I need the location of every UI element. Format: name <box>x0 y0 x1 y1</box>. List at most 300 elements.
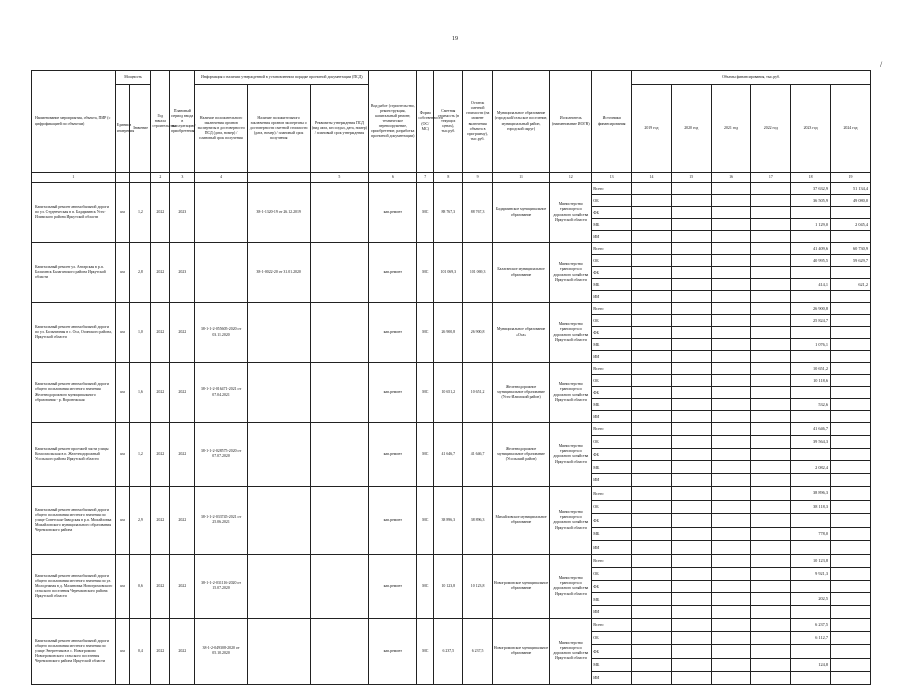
capacity-value: 1,2 <box>130 423 151 487</box>
funding-source-label: МБ <box>592 219 632 231</box>
ownership-form: МС <box>417 303 434 363</box>
approval-cell <box>310 554 369 618</box>
work-type: кап.ремонт <box>369 618 417 684</box>
unit-cell: км <box>115 363 130 423</box>
funding-value <box>711 514 751 528</box>
remaining-cost: 41 646,7 <box>463 423 492 487</box>
funding-value <box>831 303 871 315</box>
work-type: кап.ремонт <box>369 423 417 487</box>
funding-value <box>632 435 672 448</box>
funding-value: 40 995,5 <box>791 255 831 267</box>
funding-value <box>711 183 751 195</box>
expertise-cell: 38-1-1-2-055605-2020 от 03.11.2020 <box>195 303 247 363</box>
funding-value <box>632 231 672 243</box>
funding-value: 9 921,3 <box>791 567 831 580</box>
funding-value <box>671 448 711 461</box>
executor-cell: Министерство транспорта и дорожного хозяйства Иркутской области <box>550 303 592 363</box>
funding-value: 49 080,0 <box>831 195 871 207</box>
funding-value <box>831 423 871 436</box>
funding-value <box>632 327 672 339</box>
municipality-cell: Новогромовское муниципальное образование <box>492 618 550 684</box>
year-start: 2022 <box>151 486 170 554</box>
funding-value <box>751 327 791 339</box>
funding-value <box>791 541 831 555</box>
funding-value <box>671 423 711 436</box>
object-name: Капитальный ремонт проезжей части улицы Комсомольская в п. Железнодорожный Усольского района Иркутской области <box>32 423 116 487</box>
estimate-expertise-cell: 38-1-0022-20 от 31.01.2020 <box>247 243 310 303</box>
funding-source-label: Всего <box>592 243 632 255</box>
year-end: 2022 <box>170 618 195 684</box>
table-row <box>32 486 871 500</box>
funding-value <box>711 606 751 619</box>
funding-value <box>751 423 791 436</box>
funding-value <box>751 618 791 631</box>
funding-value <box>632 219 672 231</box>
funding-source-label: МБ <box>592 593 632 606</box>
funding-value <box>632 632 672 645</box>
funding-value <box>751 411 791 423</box>
funding-value <box>632 606 672 619</box>
funding-value <box>671 632 711 645</box>
funding-source-label: Всего <box>592 363 632 375</box>
funding-value <box>751 645 791 658</box>
column-number: 14 <box>632 173 672 183</box>
funding-value <box>671 219 711 231</box>
funding-value: 621,2 <box>831 279 871 291</box>
funding-value <box>632 363 672 375</box>
funding-value <box>831 527 871 541</box>
executor-cell: Министерство транспорта и дорожного хозяйства Иркутской области <box>550 486 592 554</box>
funding-value <box>711 399 751 411</box>
expertise-cell <box>195 183 247 243</box>
column-number: 5 <box>310 173 369 183</box>
funding-value <box>751 339 791 351</box>
work-type: кап.ремонт <box>369 486 417 554</box>
funding-value <box>831 435 871 448</box>
funding-value <box>711 618 751 631</box>
header-year-2022: 2022 год <box>751 85 791 173</box>
estimate-expertise-cell <box>247 618 310 684</box>
funding-value <box>671 671 711 684</box>
funding-value <box>831 448 871 461</box>
funding-value: 2 045,4 <box>831 219 871 231</box>
funding-value <box>671 474 711 487</box>
funding-value <box>791 474 831 487</box>
funding-value <box>671 593 711 606</box>
funding-value <box>671 541 711 555</box>
funding-value <box>671 279 711 291</box>
funding-value <box>671 411 711 423</box>
funding-value <box>751 514 791 528</box>
funding-value <box>791 291 831 303</box>
funding-value <box>791 267 831 279</box>
funding-value <box>711 541 751 555</box>
year-end: 2023 <box>170 243 195 303</box>
year-end: 2022 <box>170 303 195 363</box>
remaining-cost: 10 651,2 <box>463 363 492 423</box>
funding-value <box>671 514 711 528</box>
funding-value <box>671 243 711 255</box>
funding-value <box>791 645 831 658</box>
funding-value <box>711 632 751 645</box>
ownership-form: МС <box>417 554 434 618</box>
funding-value <box>791 514 831 528</box>
approval-cell <box>310 303 369 363</box>
municipality-cell: Муниципальное образование «Оса» <box>492 303 550 363</box>
funding-value <box>632 279 672 291</box>
funding-value <box>831 363 871 375</box>
funding-value <box>632 351 672 363</box>
funding-value <box>751 399 791 411</box>
funding-source-label: ИИ <box>592 474 632 487</box>
header-year-2019: 2019 год <box>632 85 672 173</box>
funding-value <box>751 291 791 303</box>
funding-value <box>671 387 711 399</box>
municipality-cell: Железнодорожное муниципальное образование (Усть-Илимский район) <box>492 363 550 423</box>
column-number <box>130 173 151 183</box>
remaining-cost: 26 900,8 <box>463 303 492 363</box>
funding-value <box>671 435 711 448</box>
object-name: Капитальный ремонт автомобильной дороги по ул. Больничная в с. Оса, Осинского района, Иркутской области <box>32 303 116 363</box>
funding-value <box>671 618 711 631</box>
funding-value <box>632 541 672 555</box>
work-type: кап.ремонт <box>369 183 417 243</box>
funding-value <box>671 183 711 195</box>
funding-value <box>751 303 791 315</box>
remaining-cost: 88 767,3 <box>463 183 492 243</box>
funding-value <box>711 580 751 593</box>
funding-source-label: ФБ <box>592 514 632 528</box>
funding-value <box>671 645 711 658</box>
expertise-cell <box>195 243 247 303</box>
funding-value <box>831 580 871 593</box>
object-name: Капитальный ремонт ул. Ангарская в р.п. Балаганск Балаганского района Иркутской области <box>32 243 116 303</box>
funding-value <box>632 315 672 327</box>
header-work-type: Вид работ (строительство, реконструкция, капитальный ремонт, техническое перевооружение, приобретение, разработка проектной документации) <box>369 71 417 173</box>
estimate-expertise-cell <box>247 303 310 363</box>
unit-cell: км <box>115 243 130 303</box>
funding-value: 6 112,7 <box>791 632 831 645</box>
funding-value <box>751 231 791 243</box>
funding-value <box>632 461 672 474</box>
capacity-value: 1,6 <box>130 363 151 423</box>
ownership-form: МС <box>417 243 434 303</box>
estimate-expertise-cell <box>247 554 310 618</box>
funding-value <box>711 195 751 207</box>
funding-value <box>751 671 791 684</box>
funding-value <box>751 486 791 500</box>
funding-value <box>831 387 871 399</box>
object-name: Капитальный ремонт автомобильной дороги общего пользования местного значения Железнодорожного муниципального образования - р. Воронежская <box>32 363 116 423</box>
funding-value <box>751 375 791 387</box>
funding-value <box>751 461 791 474</box>
funding-value <box>831 632 871 645</box>
header-psd-info: Информация о наличии утвержденной в установленном порядке проектной документации (ПСД) <box>195 71 369 85</box>
funding-source-label: МБ <box>592 461 632 474</box>
unit-cell: км <box>115 486 130 554</box>
funding-value <box>791 351 831 363</box>
year-start: 2022 <box>151 618 170 684</box>
unit-cell: км <box>115 618 130 684</box>
year-end: 2022 <box>170 554 195 618</box>
capacity-value: 2,9 <box>130 486 151 554</box>
funding-source-label: ОБ <box>592 315 632 327</box>
funding-value <box>711 486 751 500</box>
funding-value: 6 237,5 <box>791 618 831 631</box>
funding-value <box>632 593 672 606</box>
header-ownership: Форма собственности (ОС/ МС) <box>417 71 434 173</box>
expertise-cell: 38-1-2-049308-2020 от 05.10.2020 <box>195 618 247 684</box>
header-year-2021: 2021 год <box>711 85 751 173</box>
funding-value <box>632 195 672 207</box>
header-year-2020: 2020 год <box>671 85 711 173</box>
funding-source-label: МБ <box>592 339 632 351</box>
object-name: Капитальный ремонт автомобильной дороги по ул. Студенческая в п. Бадарминск Усть-Илимского района Иркутской области <box>32 183 116 243</box>
funding-value <box>751 315 791 327</box>
funding-value <box>831 554 871 567</box>
table-row <box>32 554 871 567</box>
estimate-expertise-cell <box>247 486 310 554</box>
unit-cell: км <box>115 554 130 618</box>
approval-cell <box>310 486 369 554</box>
unit-cell: км <box>115 423 130 487</box>
funding-value <box>671 267 711 279</box>
approval-cell <box>310 243 369 303</box>
funding-source-label: ОБ <box>592 435 632 448</box>
approval-cell <box>310 183 369 243</box>
column-number <box>247 173 310 183</box>
funding-value <box>791 327 831 339</box>
column-number: 3 <box>170 173 195 183</box>
executor-cell: Министерство транспорта и дорожного хозяйства Иркутской области <box>550 423 592 487</box>
funding-value <box>831 291 871 303</box>
funding-value <box>751 255 791 267</box>
year-start: 2022 <box>151 183 170 243</box>
funding-value <box>671 567 711 580</box>
funding-value <box>632 183 672 195</box>
funding-value <box>711 593 751 606</box>
header-value: Значение <box>130 85 151 173</box>
funding-value <box>632 411 672 423</box>
column-number <box>115 173 130 183</box>
funding-source-label: МБ <box>592 527 632 541</box>
column-number: 16 <box>711 173 751 183</box>
funding-value <box>632 618 672 631</box>
column-number: 13 <box>592 173 632 183</box>
funding-value: 1 129,0 <box>791 219 831 231</box>
column-number: 9 <box>463 173 492 183</box>
estimate-expertise-cell <box>247 423 310 487</box>
funding-value <box>711 375 751 387</box>
remaining-cost: 101 069,3 <box>463 243 492 303</box>
funding-value <box>711 645 751 658</box>
funding-value <box>751 195 791 207</box>
funding-value <box>711 474 751 487</box>
funding-value <box>632 580 672 593</box>
funding-value <box>632 448 672 461</box>
funding-value <box>671 554 711 567</box>
funding-value <box>831 514 871 528</box>
estimate-cost: 101 069,3 <box>434 243 463 303</box>
header-capacity: Мощность <box>115 71 151 85</box>
municipality-cell: Михайловское муниципальное образование <box>492 486 550 554</box>
funding-value <box>671 658 711 671</box>
funding-source-label: ОБ <box>592 255 632 267</box>
funding-source-label: МБ <box>592 279 632 291</box>
funding-value <box>711 339 751 351</box>
funding-value: 39 564,3 <box>791 435 831 448</box>
funding-value: 778,0 <box>791 527 831 541</box>
ownership-form: МС <box>417 183 434 243</box>
funding-value <box>831 461 871 474</box>
funding-value <box>831 671 871 684</box>
funding-value <box>671 500 711 514</box>
funding-source-label: Всего <box>592 303 632 315</box>
funding-value <box>632 243 672 255</box>
funding-value <box>831 474 871 487</box>
estimate-cost: 10 123,8 <box>434 554 463 618</box>
funding-value <box>751 183 791 195</box>
funding-value: 60 730,9 <box>831 243 871 255</box>
funding-value <box>831 351 871 363</box>
funding-value <box>751 243 791 255</box>
funding-source-label: ИИ <box>592 291 632 303</box>
year-end: 2023 <box>170 183 195 243</box>
estimate-cost: 10 651,2 <box>434 363 463 423</box>
funding-source-label: Всего <box>592 554 632 567</box>
funding-value <box>831 399 871 411</box>
funding-value <box>751 474 791 487</box>
funding-source-label: МБ <box>592 658 632 671</box>
funding-value: 25 824,7 <box>791 315 831 327</box>
funding-value <box>751 279 791 291</box>
column-number: 12 <box>550 173 592 183</box>
funding-value: 10 118,6 <box>791 375 831 387</box>
funding-value <box>711 207 751 219</box>
funding-value <box>671 580 711 593</box>
funding-value <box>831 339 871 351</box>
funding-value <box>671 363 711 375</box>
header-approval: Реквизиты утверждения ПСД (вид акта, кто издал, дата, номер) / плановый срок утверждения <box>310 85 369 173</box>
funding-value <box>751 219 791 231</box>
funding-value: 414,1 <box>791 279 831 291</box>
funding-value <box>671 527 711 541</box>
estimate-cost: 26 900,8 <box>434 303 463 363</box>
funding-value <box>671 315 711 327</box>
funding-value <box>632 207 672 219</box>
unit-cell: км <box>115 303 130 363</box>
funding-value: 38 896,3 <box>791 486 831 500</box>
funding-value <box>711 448 751 461</box>
funding-value <box>671 606 711 619</box>
funding-value <box>632 423 672 436</box>
funding-value <box>671 303 711 315</box>
header-municipality: Муниципальное образование (городской/сельское поселение, муниципальный район, городской округ) <box>492 71 550 173</box>
table-row <box>32 423 871 436</box>
expertise-cell: 38-1-1-2-016471-2021 от 07.04.2021 <box>195 363 247 423</box>
funding-value: 38 118,3 <box>791 500 831 514</box>
funding-value <box>831 500 871 514</box>
funding-value <box>671 207 711 219</box>
work-type: кап.ремонт <box>369 303 417 363</box>
funding-value <box>831 618 871 631</box>
funding-value <box>751 567 791 580</box>
work-type: кап.ремонт <box>369 363 417 423</box>
estimate-cost: 88 767,3 <box>434 183 463 243</box>
investment-program-table <box>31 70 871 685</box>
funding-source-label: Всего <box>592 486 632 500</box>
header-remaining-cost: Остаток сметной стоимости (на момент включения объекта в программу), тыс.руб. <box>463 71 492 173</box>
funding-value <box>791 448 831 461</box>
funding-value <box>671 327 711 339</box>
expertise-cell: 38-1-1-2-028575-2020 от 07.07.2020 <box>195 423 247 487</box>
header-name: Наименование мероприятия, объекта, ПИР (с цифрофикацией по объектам) <box>32 71 116 173</box>
estimate-expertise-cell: 38-1-1320-19 от 26.12.2019 <box>247 183 310 243</box>
funding-value <box>632 291 672 303</box>
funding-value <box>751 435 791 448</box>
table-row <box>32 183 871 195</box>
header-funding-source: Источники финансирования <box>592 71 632 173</box>
capacity-value: 0,4 <box>130 618 151 684</box>
funding-value <box>831 231 871 243</box>
funding-value <box>711 303 751 315</box>
funding-value: 10 123,8 <box>791 554 831 567</box>
funding-value <box>711 231 751 243</box>
funding-value: 51 134,4 <box>831 183 871 195</box>
funding-value <box>711 411 751 423</box>
column-number: 8 <box>434 173 463 183</box>
work-type: кап.ремонт <box>369 554 417 618</box>
year-end: 2022 <box>170 486 195 554</box>
funding-value <box>711 351 751 363</box>
funding-value <box>831 541 871 555</box>
column-number: 17 <box>751 173 791 183</box>
funding-value <box>711 387 751 399</box>
funding-value <box>711 255 751 267</box>
header-year-end: Плановый период ввода в эксплуатацию/приобретения <box>170 71 195 173</box>
funding-value <box>711 279 751 291</box>
funding-value <box>632 500 672 514</box>
municipality-cell: Железнодорожное муниципальное образование (Усольский район) <box>492 423 550 487</box>
funding-value <box>751 351 791 363</box>
funding-source-label: ИИ <box>592 606 632 619</box>
funding-source-label: ОБ <box>592 375 632 387</box>
funding-value <box>711 554 751 567</box>
funding-value <box>671 461 711 474</box>
estimate-cost: 6 237,5 <box>434 618 463 684</box>
header-unit: Единица измерения <box>115 85 130 173</box>
header-year-start: Год начала строительства <box>151 71 170 173</box>
funding-value <box>671 291 711 303</box>
funding-source-label: ФБ <box>592 645 632 658</box>
funding-value <box>831 606 871 619</box>
funding-value <box>831 411 871 423</box>
funding-value <box>711 423 751 436</box>
ownership-form: МС <box>417 423 434 487</box>
funding-value <box>671 255 711 267</box>
funding-value <box>791 231 831 243</box>
funding-value <box>632 645 672 658</box>
column-number: 6 <box>369 173 417 183</box>
funding-value <box>632 303 672 315</box>
funding-value <box>671 231 711 243</box>
funding-value <box>671 351 711 363</box>
funding-value <box>711 500 751 514</box>
funding-source-label: ОБ <box>592 632 632 645</box>
funding-value <box>831 645 871 658</box>
funding-value <box>831 207 871 219</box>
funding-value <box>791 671 831 684</box>
